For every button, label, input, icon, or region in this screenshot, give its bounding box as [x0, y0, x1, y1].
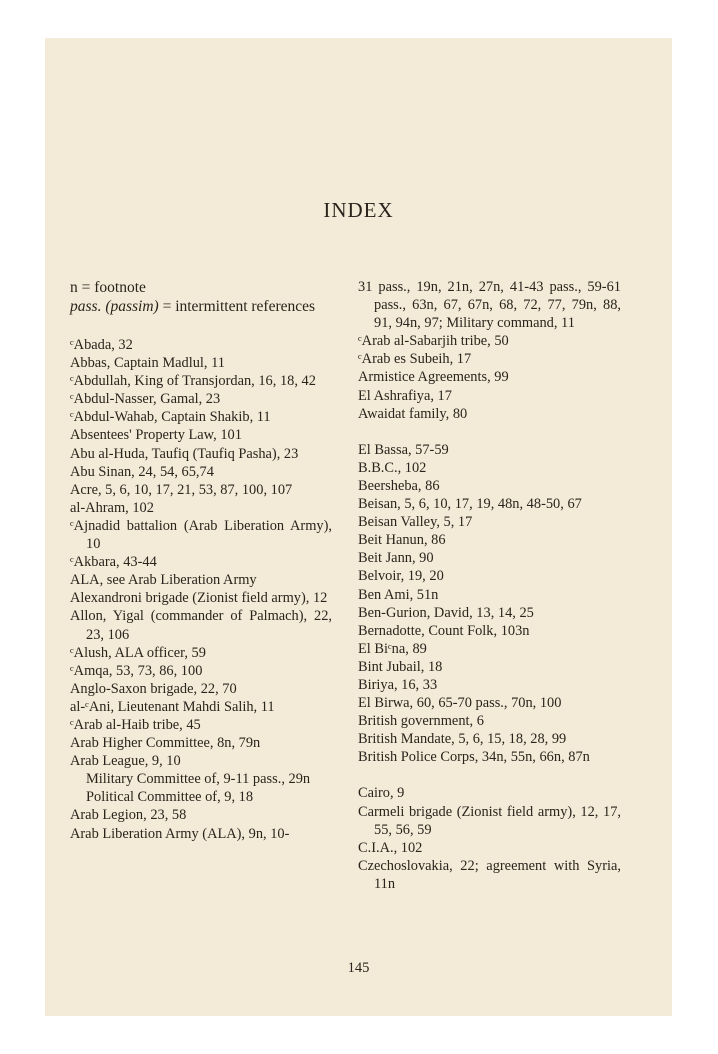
index-entry: ᶜAbdul-Nasser, Gamal, 23 — [70, 391, 221, 408]
index-entry: al-ᶜAni, Lieutenant Mahdi Salih, 11 — [70, 698, 275, 715]
index-entry: El Birwa, 60, 65-70 pass., 70n, 100 — [358, 695, 562, 712]
index-entry: Beisan Valley, 5, 17 — [358, 514, 473, 531]
index-entry: El Biᶜna, 89 — [358, 640, 427, 657]
abbreviation-legend — [70, 278, 332, 316]
index-entry: C.I.A., 102 — [358, 839, 423, 856]
index-entry: ᶜArab es Subeih, 17 — [358, 351, 472, 368]
index-entry: Cairo, 9 — [358, 785, 405, 802]
index-subentry: Political Committee of, 9, 18 — [86, 789, 254, 806]
index-entry: Abu al-Huda, Taufiq (Taufiq Pasha), 23 — [70, 445, 299, 462]
index-entry: Arab Liberation Army (ALA), 9n, 10- — [70, 825, 290, 842]
index-entry-continued: 31 pass., 19n, 21n, 27n, 41-43 pass., 59-61 pass., 63n, 67, 67n, 68, 72, 77, 79n, 88, 91, 94n, 97; Military command, 11 — [358, 279, 621, 332]
index-entry: Czechoslovakia, 22; agreement with Syria, 11n — [358, 857, 621, 892]
index-entry: British Mandate, 5, 6, 15, 18, 28, 99 — [358, 731, 567, 748]
legend-footnote: n = footnote — [70, 279, 146, 296]
index-entry: Absentees' Property Law, 101 — [70, 427, 242, 444]
letter-group-gap — [358, 423, 621, 441]
index-entry: Abu Sinan, 24, 54, 65,74 — [70, 463, 214, 480]
index-entry: ᶜAmqa, 53, 73, 86, 100 — [70, 662, 203, 679]
index-column-right — [358, 278, 621, 893]
index-entry: Alexandroni brigade (Zionist field army), 12 — [70, 590, 328, 607]
index-entry: Bint Jubail, 18 — [358, 658, 443, 675]
index-entry: Ben Ami, 51n — [358, 586, 439, 603]
index-entry: Beisan, 5, 6, 10, 17, 19, 48n, 48-50, 67 — [358, 496, 582, 513]
index-entry: Allon, Yigal (commander of Palmach), 22, 23, 106 — [70, 608, 332, 643]
legend-passim-label: pass. (passim) — [70, 298, 159, 315]
index-entry: ᶜAbdullah, King of Transjordan, 16, 18, 42 — [70, 373, 316, 390]
index-entry: Awaidat family, 80 — [358, 405, 468, 422]
index-entry: ᶜAbdul-Wahab, Captain Shakib, 11 — [70, 409, 271, 426]
index-entry: B.B.C., 102 — [358, 459, 427, 476]
index-entry: ᶜAjnadid battalion (Arab Liberation Army), 10 — [70, 517, 332, 553]
index-entry: Anglo-Saxon brigade, 22, 70 — [70, 680, 237, 697]
index-entry: Bernadotte, Count Folk, 103n — [358, 622, 530, 639]
index-entry: Carmeli brigade (Zionist field army), 12, 17, 55, 56, 59 — [358, 803, 621, 838]
index-entry: Armistice Agreements, 99 — [358, 369, 509, 386]
index-entry: Beit Hanun, 86 — [358, 532, 446, 549]
index-entry: El Ashrafiya, 17 — [358, 387, 452, 404]
letter-group-gap — [358, 766, 621, 784]
page-title: INDEX — [323, 198, 394, 222]
index-entry: ᶜAbada, 32 — [70, 337, 133, 353]
index-entry: Arab Legion, 23, 58 — [70, 807, 187, 824]
index-entry: ᶜArab al-Haib tribe, 45 — [70, 716, 201, 733]
index-entry: Beit Jann, 90 — [358, 550, 434, 567]
book-page — [45, 38, 672, 1016]
index-entry: Ben-Gurion, David, 13, 14, 25 — [358, 604, 534, 621]
index-entry: British Police Corps, 34n, 55n, 66n, 87n — [358, 749, 590, 766]
index-entry: Arab Higher Committee, 8n, 79n — [70, 735, 261, 752]
index-entry: Acre, 5, 6, 10, 17, 21, 53, 87, 100, 107 — [70, 481, 293, 498]
index-entry: ᶜArab al-Sabarjih tribe, 50 — [358, 333, 509, 350]
index-entry: Beersheba, 86 — [358, 477, 440, 494]
index-entry: Arab League, 9, 10 — [70, 753, 181, 770]
index-entry: ᶜAkbara, 43-44 — [70, 554, 157, 571]
index-entry: Abbas, Captain Madlul, 11 — [70, 355, 225, 372]
index-entry: al-Ahram, 102 — [70, 499, 154, 516]
page-number: 145 — [347, 960, 370, 976]
index-entry: Belvoir, 19, 20 — [358, 568, 444, 585]
index-entry: British government, 6 — [358, 713, 484, 730]
index-entry: ALA, see Arab Liberation Army — [70, 572, 257, 589]
index-column-left — [70, 278, 332, 843]
index-entry: Biriya, 16, 33 — [358, 676, 438, 693]
index-entry: El Bassa, 57-59 — [358, 441, 449, 458]
index-entry: ᶜAlush, ALA officer, 59 — [70, 644, 206, 661]
index-subentry: Military Committee of, 9-11 pass., 29n — [86, 771, 311, 788]
legend-passim-text: = intermittent references — [162, 298, 316, 315]
